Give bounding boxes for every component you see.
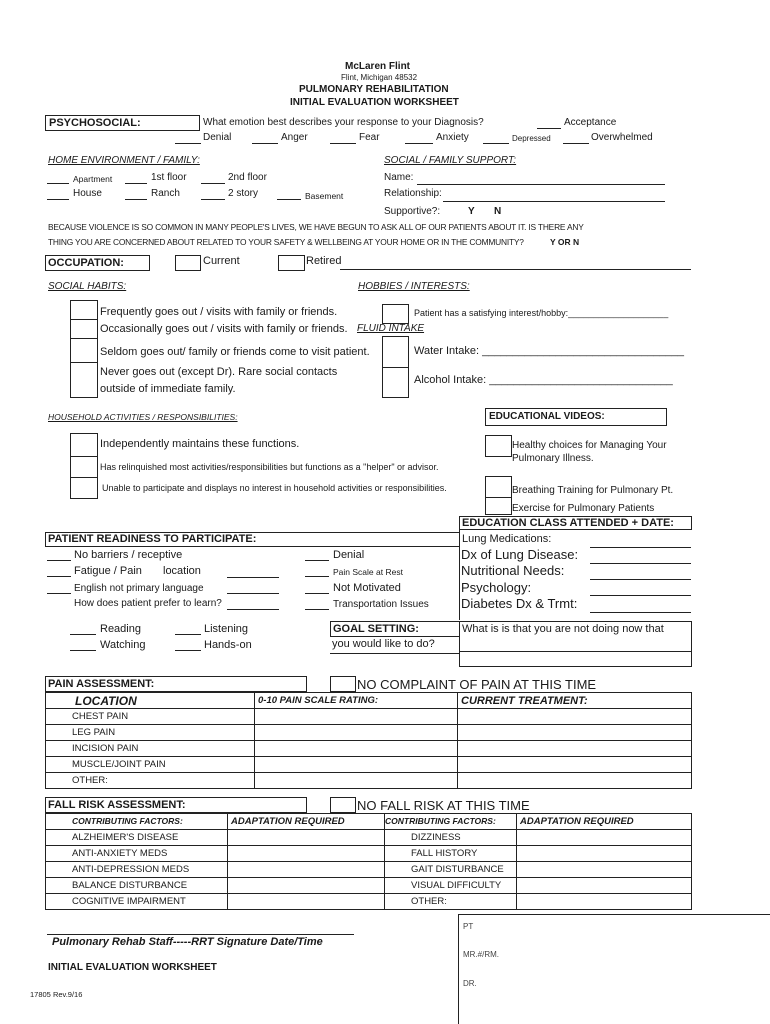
pain-treatment-cell[interactable] <box>458 725 692 741</box>
fall-col-adapt-right: ADAPTATION REQUIRED <box>517 814 692 830</box>
no-pain-checkbox[interactable] <box>330 676 356 692</box>
fall-row-other: OTHER: <box>385 894 517 910</box>
education-class-box <box>459 516 692 530</box>
fall-row-gait: GAIT DISTURBANCE <box>385 862 517 878</box>
habit-seldom-checkbox[interactable] <box>70 338 98 363</box>
first-floor-blank[interactable] <box>125 183 147 184</box>
fall-adapt-cell[interactable] <box>517 830 692 846</box>
anxiety-blank[interactable] <box>405 143 433 144</box>
habit-never-label-2: outside of immediate family. <box>100 383 236 395</box>
not-motivated-label: Not Motivated <box>333 582 401 594</box>
fall-adapt-cell[interactable] <box>228 862 385 878</box>
support-name-label: Name: <box>384 172 414 183</box>
table-row <box>46 741 692 757</box>
pain-scale-label: Pain Scale at Rest <box>333 567 403 577</box>
fall-col-adapt-left: ADAPTATION REQUIRED <box>228 814 385 830</box>
home-environment-heading: HOME ENVIRONMENT / FAMILY: <box>48 155 200 166</box>
pain-location-field[interactable] <box>227 577 279 578</box>
watching-label: Watching <box>100 639 146 651</box>
educational-videos-heading: EDUCATIONAL VIDEOS: <box>489 411 605 422</box>
hobby-text: Patient has a satisfying interest/hobby:____________________ <box>414 308 669 318</box>
org-name: McLaren Flint <box>345 61 411 72</box>
fall-risk-box <box>45 797 307 813</box>
goal-question-2: you would like to do? <box>332 638 435 650</box>
learn-preference-label: How does patient prefer to learn? <box>74 598 222 609</box>
readiness-heading: PATIENT READINESS TO PARTICIPATE: <box>48 533 257 545</box>
denial-blank[interactable] <box>175 143 201 144</box>
violence-text-1: BECAUSE VIOLENCE IS SO COMMON IN MANY PEOPLE'S LIVES, WE HAVE BEGUN TO ASK ALL OF OUR PATIENTS ABOUT IT. IS THERE ANY <box>48 222 584 232</box>
violence-text-2: THING YOU ARE CONCERNED ABOUT RELATED TO YOUR SAFETY & WELLBEING AT YOUR HOME OR IN THE COMMUNITY? <box>48 237 524 247</box>
acceptance-blank[interactable] <box>537 128 561 129</box>
table-row <box>46 878 692 894</box>
pain-rating-cell[interactable] <box>255 757 458 773</box>
pain-row-muscle: MUSCLE/JOINT PAIN <box>46 757 255 773</box>
pain-col-scale: 0-10 PAIN SCALE RATING: <box>255 693 458 709</box>
support-name-field[interactable] <box>417 184 665 185</box>
household-helper-checkbox[interactable] <box>70 456 98 478</box>
retired-checkbox[interactable] <box>278 255 305 271</box>
table-row <box>46 862 692 878</box>
signature-line[interactable] <box>47 934 354 935</box>
pain-rating-cell[interactable] <box>255 741 458 757</box>
goal-bottom-line <box>330 653 460 654</box>
video-breathing-checkbox[interactable] <box>485 476 512 498</box>
educational-videos-box <box>485 408 667 426</box>
form-title-2: INITIAL EVALUATION WORKSHEET <box>290 97 459 108</box>
table-row <box>46 725 692 741</box>
apartment-blank[interactable] <box>47 183 69 184</box>
fall-adapt-cell[interactable] <box>517 862 692 878</box>
fear-blank[interactable] <box>330 143 356 144</box>
household-unable-label: Unable to participate and displays no interest in household activities or responsibilities. <box>102 483 447 493</box>
basement-option: Basement <box>305 191 344 201</box>
denial-option: Denial <box>203 132 232 143</box>
denial-readiness-label: Denial <box>333 549 365 561</box>
no-fall-risk-checkbox[interactable] <box>330 797 356 813</box>
two-story-option: 2 story <box>228 188 259 199</box>
table-row <box>46 894 692 910</box>
video-healthy-choices-checkbox[interactable] <box>485 435 512 457</box>
apartment-option: Apartment <box>73 174 113 184</box>
pain-rating-cell[interactable] <box>255 709 458 725</box>
table-row <box>46 773 692 789</box>
second-floor-blank[interactable] <box>201 183 225 184</box>
edu-lung-meds: Lung Medications: <box>462 533 552 545</box>
occupation-label: OCCUPATION: <box>48 257 124 269</box>
video-breathing: Breathing Training for Pulmonary Pt. <box>512 485 674 496</box>
edu-dx-lung: Dx of Lung Disease: <box>461 547 579 562</box>
first-floor-option: 1st floor <box>151 172 187 183</box>
two-story-blank[interactable] <box>201 199 225 200</box>
habit-never-checkbox[interactable] <box>70 362 98 398</box>
signature-label: Pulmonary Rehab Staff-----RRT Signature Date/Time <box>52 936 323 948</box>
fall-risk-heading: FALL RISK ASSESSMENT: <box>48 799 186 811</box>
handson-blank[interactable] <box>175 650 201 651</box>
fall-col-factors-right: CONTRIBUTING FACTORS: <box>385 814 517 830</box>
fall-adapt-cell[interactable] <box>517 878 692 894</box>
table-row <box>46 846 692 862</box>
fall-col-factors-left: CONTRIBUTING FACTORS: <box>46 814 228 830</box>
water-intake-box[interactable] <box>382 336 409 368</box>
reading-blank[interactable] <box>70 634 96 635</box>
anger-option: Anger <box>281 132 308 143</box>
acceptance-option: Acceptance <box>564 117 617 128</box>
footer-worksheet-title: INITIAL EVALUATION WORKSHEET <box>48 962 217 973</box>
household-heading: HOUSEHOLD ACTIVITIES / RESPONSIBILITIES: <box>48 412 238 422</box>
pain-row-chest: CHEST PAIN <box>46 709 255 725</box>
basement-blank[interactable] <box>277 199 301 200</box>
english-blank[interactable] <box>47 593 71 594</box>
household-helper-label: Has relinquished most activities/responsibilities but functions as a "helper" or advisor. <box>100 462 439 472</box>
overwhelmed-option: Overwhelmed <box>591 132 653 143</box>
patient-pt-label: PT <box>463 922 474 931</box>
psychosocial-label: PSYCHOSOCIAL: <box>49 117 141 129</box>
edu-dx-lung-date[interactable] <box>590 563 691 564</box>
table-row <box>46 830 692 846</box>
fall-risk-table <box>45 813 692 910</box>
table-row <box>46 709 692 725</box>
pain-treatment-cell[interactable] <box>458 709 692 725</box>
pain-treatment-cell[interactable] <box>458 757 692 773</box>
fall-adapt-cell[interactable] <box>228 894 385 910</box>
pain-location-label: location <box>163 565 201 577</box>
pain-assessment-box <box>45 676 307 692</box>
habit-frequent-label: Frequently goes out / visits with family or friends. <box>100 306 338 318</box>
fear-option: Fear <box>359 132 380 143</box>
fall-row-anti-depression: ANTI-DEPRESSION MEDS <box>46 862 228 878</box>
fall-adapt-cell[interactable] <box>228 878 385 894</box>
supportive-yes[interactable]: Y <box>468 206 475 217</box>
second-floor-option: 2nd floor <box>228 172 267 183</box>
listening-label: Listening <box>204 623 249 635</box>
video-healthy-choices-2: Pulmonary Illness. <box>512 453 594 464</box>
anger-blank[interactable] <box>252 143 278 144</box>
pain-row-other: OTHER: <box>46 773 255 789</box>
household-unable-checkbox[interactable] <box>70 477 98 499</box>
pain-rating-cell[interactable] <box>255 773 458 789</box>
form-number: 17805 Rev.9/16 <box>30 990 83 999</box>
goal-setting-box <box>330 621 460 637</box>
fall-row-cognitive: COGNITIVE IMPAIRMENT <box>46 894 228 910</box>
relationship-field[interactable] <box>443 201 665 202</box>
no-barriers-blank[interactable] <box>47 560 71 561</box>
english-field[interactable] <box>227 593 279 594</box>
edu-lung-meds-date[interactable] <box>590 547 691 548</box>
supportive-label: Supportive?: <box>384 206 441 217</box>
fall-adapt-cell[interactable] <box>517 894 692 910</box>
current-label: Current <box>203 255 240 267</box>
not-motivated-blank[interactable] <box>305 593 329 594</box>
pain-col-location: LOCATION <box>46 693 255 709</box>
water-intake-label: Water Intake: _________________________________ <box>414 345 684 357</box>
house-blank[interactable] <box>47 199 69 200</box>
ranch-option: Ranch <box>151 188 180 199</box>
pain-row-incision: INCISION PAIN <box>46 741 255 757</box>
pain-row-leg: LEG PAIN <box>46 725 255 741</box>
edu-psychology: Psychology: <box>461 580 532 595</box>
violence-yes-no[interactable]: Y OR N <box>550 237 580 247</box>
patient-dr-label: DR. <box>463 979 477 988</box>
fluid-intake-heading: FLUID INTAKE <box>357 323 425 334</box>
household-independent-checkbox[interactable] <box>70 433 98 457</box>
pain-col-treatment: CURRENT TREATMENT: <box>458 693 692 709</box>
patient-label-border-top <box>458 914 770 915</box>
no-barriers-label: No barriers / receptive <box>74 549 183 561</box>
edu-diabetes-date[interactable] <box>590 612 691 613</box>
fall-row-fall-history: FALL HISTORY <box>385 846 517 862</box>
habit-occasional-label: Occasionally goes out / visits with family or friends. <box>100 323 348 335</box>
video-exercise-checkbox[interactable] <box>485 497 512 515</box>
listening-blank[interactable] <box>175 634 201 635</box>
overwhelmed-blank[interactable] <box>563 143 589 144</box>
edu-nutrition: Nutritional Needs: <box>461 563 565 578</box>
fall-adapt-cell[interactable] <box>517 846 692 862</box>
denial-readiness-blank[interactable] <box>305 560 329 561</box>
habit-seldom-label: Seldom goes out/ family or friends come to visit patient. <box>100 346 370 358</box>
transport-label: Transportation Issues <box>333 599 429 610</box>
edu-diabetes: Diabetes Dx & Trmt: <box>461 596 578 611</box>
house-option: House <box>73 188 102 199</box>
alcohol-intake-label: Alcohol Intake: ______________________________ <box>414 374 673 386</box>
form-title-1: PULMONARY REHABILITATION <box>299 84 449 95</box>
relationship-label: Relationship: <box>384 188 442 199</box>
current-checkbox[interactable] <box>175 255 201 271</box>
video-healthy-choices-1: Healthy choices for Managing Your <box>512 440 667 451</box>
patient-label-border-left <box>458 914 459 1024</box>
ranch-blank[interactable] <box>125 199 147 200</box>
hobby-checkbox[interactable] <box>382 304 409 324</box>
english-label: English not primary language <box>74 583 204 594</box>
goal-setting-heading: GOAL SETTING: <box>333 623 419 635</box>
fall-row-alzheimers: ALZHEIMER'S DISEASE <box>46 830 228 846</box>
hobbies-heading: HOBBIES / INTERESTS: <box>358 281 470 292</box>
pain-rating-cell[interactable] <box>255 725 458 741</box>
transport-blank[interactable] <box>305 609 329 610</box>
fall-row-dizziness: DIZZINESS <box>385 830 517 846</box>
fatigue-label: Fatigue / Pain <box>74 565 142 577</box>
edu-nutrition-date[interactable] <box>590 579 691 580</box>
occupation-field[interactable] <box>340 269 691 270</box>
fall-adapt-cell[interactable] <box>228 846 385 862</box>
video-exercise: Exercise for Pulmonary Patients <box>512 503 655 514</box>
anxiety-option: Anxiety <box>436 132 469 143</box>
handson-label: Hands-on <box>204 639 252 651</box>
fall-row-visual: VISUAL DIFFICULTY <box>385 878 517 894</box>
pain-treatment-cell[interactable] <box>458 741 692 757</box>
supportive-no[interactable]: N <box>494 206 502 217</box>
fall-adapt-cell[interactable] <box>228 830 385 846</box>
learn-preference-field[interactable] <box>227 609 279 610</box>
edu-psychology-date[interactable] <box>590 595 691 596</box>
pain-treatment-cell[interactable] <box>458 773 692 789</box>
psychosocial-label-box <box>45 115 200 131</box>
habit-occasional-checkbox[interactable] <box>70 319 98 339</box>
no-pain-label: NO COMPLAINT OF PAIN AT THIS TIME <box>357 677 597 692</box>
fatigue-blank[interactable] <box>47 576 71 577</box>
household-independent-label: Independently maintains these functions. <box>100 438 300 450</box>
depressed-blank[interactable] <box>483 143 509 144</box>
readiness-box <box>45 532 460 547</box>
emotion-question: What emotion best describes your response to your Diagnosis? <box>203 117 484 128</box>
alcohol-intake-box[interactable] <box>382 367 409 398</box>
education-class-heading: EDUCATION CLASS ATTENDED + DATE: <box>462 517 674 529</box>
pain-assessment-heading: PAIN ASSESSMENT: <box>48 678 155 690</box>
no-fall-risk-label: NO FALL RISK AT THIS TIME <box>357 798 530 813</box>
pain-table <box>45 692 692 789</box>
patient-mr-label: MR.#/RM. <box>463 950 499 959</box>
habit-never-label-1: Never goes out (except Dr). Rare social contacts <box>100 366 338 378</box>
org-address: Flint, Michigan 48532 <box>341 73 418 82</box>
pain-scale-blank[interactable] <box>305 576 329 577</box>
goal-question-1: What is is that you are not doing now that <box>462 623 664 635</box>
social-support-heading: SOCIAL / FAMILY SUPPORT: <box>384 155 517 166</box>
table-row <box>46 757 692 773</box>
occupation-label-box <box>45 255 150 271</box>
habit-frequent-checkbox[interactable] <box>70 300 98 320</box>
reading-label: Reading <box>100 623 141 635</box>
fall-row-balance: BALANCE DISTURBANCE <box>46 878 228 894</box>
fall-row-anti-anxiety: ANTI-ANXIETY MEDS <box>46 846 228 862</box>
goal-answer-line[interactable] <box>460 651 691 652</box>
retired-label: Retired <box>306 255 342 267</box>
depressed-option: Depressed <box>512 134 551 143</box>
social-habits-heading: SOCIAL HABITS: <box>48 281 127 292</box>
watching-blank[interactable] <box>70 650 96 651</box>
